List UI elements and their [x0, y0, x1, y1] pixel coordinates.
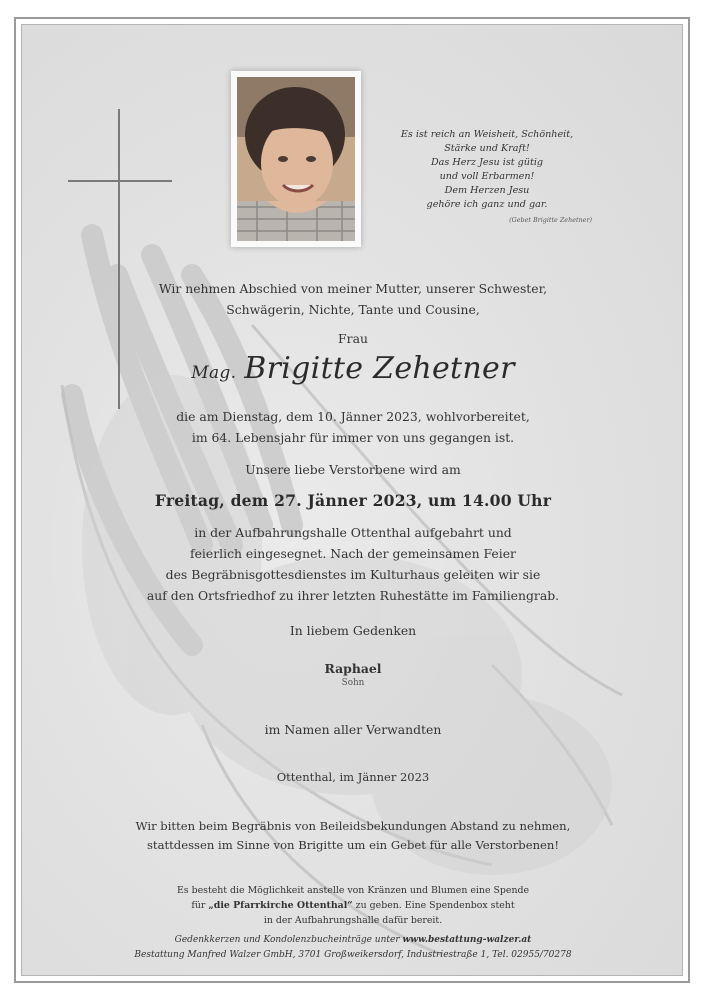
footer-line-2: Bestattung Manfred Walzer GmbH, 3701 Großweikersdorf, Industriestraße 1, Tel. 02955/70278 [134, 950, 572, 960]
intro-line-1: Wir nehmen Abschied von meiner Mutter, unserer Schwester, [158, 281, 548, 296]
donation-line-2 [22, 898, 683, 913]
quote-line: gehöre ich ganz und gar. [426, 199, 548, 210]
portrait-frame [231, 71, 361, 247]
ceremony-line-2: feierlich eingesegnet. Nach der gemeinsamen Feier [190, 546, 516, 561]
ceremony-line-3: des Begräbnisgottesdienstes im Kulturhaus geleiten wir sie [165, 567, 541, 582]
quote-line: und voll Erbarmen! [439, 171, 535, 182]
memory-text: In liebem Gedenken [289, 623, 417, 638]
condolence-request [22, 817, 683, 855]
mourner-relation: Sohn [341, 678, 365, 688]
footer [22, 933, 683, 963]
salutation: Frau [338, 331, 368, 346]
request-line-2: stattdessen im Sinne von Brigitte um ein Gebet für alle Verstorbenen! [146, 838, 560, 852]
donation-line-1: Es besteht die Möglichkeit anstelle von Kränzen und Blumen eine Spende [176, 885, 530, 896]
website-link[interactable]: www.bestattung-walzer.at [402, 935, 532, 945]
intro-text [22, 278, 683, 320]
donation-line-2-post: zu geben. Eine Spendenbox steht [352, 900, 515, 911]
academic-title: Mag. [191, 363, 237, 383]
relatives-text: im Namen aller Verwandten [264, 722, 442, 737]
place-date: Ottenthal, im Jänner 2023 [276, 770, 430, 784]
donation-info [22, 883, 683, 928]
death-notice [22, 406, 683, 448]
ceremony-text [22, 522, 683, 606]
quote-line: Es ist reich an Weisheit, Schönheit, [400, 129, 574, 140]
mourner-name: Raphael [324, 661, 382, 676]
request-line-1: Wir bitten beim Begräbnis von Beileidsbekundungen Abstand zu nehmen, [135, 819, 571, 833]
death-line-1: die am Dienstag, dem 10. Jänner 2023, wohlvorbereitet, [176, 409, 530, 424]
portrait-illustration [237, 77, 355, 241]
obituary-card [21, 24, 683, 976]
footer-line-1 [22, 933, 683, 948]
funeral-date: Freitag, dem 27. Jänner 2023, um 14.00 Uhr [154, 491, 552, 510]
prayer-quote [382, 128, 592, 227]
intro-line-2: Schwägerin, Nichte, Tante und Cousine, [226, 302, 480, 317]
cross-horizontal-bar [68, 180, 172, 182]
portrait-photo [237, 77, 355, 241]
quote-line: Dem Herzen Jesu [444, 185, 530, 196]
announce-text: Unsere liebe Verstorbene wird am [245, 462, 461, 477]
footer-line-1-pre: Gedenkkerzen und Kondolenzbucheinträge unter [174, 935, 403, 945]
donation-recipient: „die Pfarrkirche Ottenthal“ [208, 900, 353, 911]
donation-line-2-pre: für [191, 900, 209, 911]
full-name: Brigitte Zehetner [244, 351, 515, 386]
deceased-name [22, 351, 683, 386]
quote-line: Stärke und Kraft! [444, 143, 530, 154]
ceremony-line-1: in der Aufbahrungshalle Ottenthal aufgebahrt und [194, 525, 512, 540]
death-line-2: im 64. Lebensjahr für immer von uns gegangen ist. [191, 430, 515, 445]
quote-line: Das Herz Jesu ist gütig [430, 157, 544, 168]
ceremony-line-4: auf den Ortsfriedhof zu ihrer letzten Ruhestätte im Familiengrab. [146, 588, 560, 603]
quote-source: (Gebet Brigitte Zehetner) [509, 216, 592, 224]
donation-line-3: in der Aufbahrungshalle dafür bereit. [263, 915, 443, 926]
